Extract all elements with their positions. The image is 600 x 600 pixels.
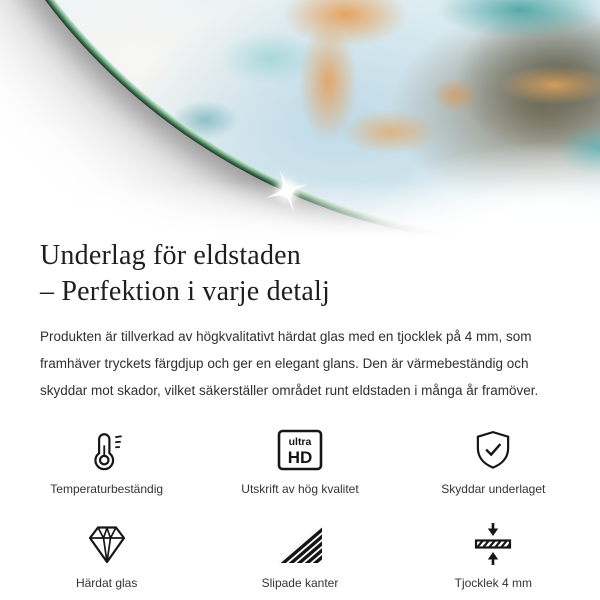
feature-thickness (397, 520, 590, 590)
marble-print-artwork (0, 0, 600, 238)
feature-print-quality (203, 426, 396, 496)
product-description: Produkten är tillverkad av högkvalitativt härdat glas med en tjocklek på 4 mm, som framhäver tryckets färgdjup och ger en elegant glans. Den är värmebeständig och skyddar mot skador, vilket säkerställer området runt eldstaden i många år framöver. (40, 329, 539, 398)
page-title-line2: – Perfektion i varje detalj (40, 276, 330, 307)
svg-text:ultra: ultra (288, 436, 312, 448)
ultra-hd-icon (275, 428, 325, 472)
beveled-edge-icon (276, 522, 324, 566)
feature-polished-edges (203, 520, 396, 590)
feature-tempered-glass (10, 520, 203, 590)
diamond-icon (83, 522, 131, 566)
glass-round-panel (0, 0, 600, 238)
feature-label: Skyddar underlaget (441, 482, 546, 496)
svg-text:HD: HD (287, 448, 313, 467)
thermometer-icon (85, 426, 129, 474)
feature-label: Tjocklek 4 mm (454, 576, 532, 590)
page-title-line1: Underlag för eldstaden (40, 240, 301, 271)
feature-label: Utskrift av hög kvalitet (241, 482, 359, 496)
feature-label: Härdat glas (75, 576, 138, 590)
page-title (40, 238, 560, 310)
product-hero-image (0, 0, 600, 238)
shield-check-icon (471, 426, 515, 474)
feature-temperature-resistant (10, 426, 203, 496)
feature-label: Temperaturbeständig (50, 482, 164, 496)
feature-grid (10, 426, 590, 590)
thickness-4mm-icon (469, 520, 517, 568)
feature-protects-surface (397, 426, 590, 496)
feature-label: Slipade kanter (261, 576, 339, 590)
